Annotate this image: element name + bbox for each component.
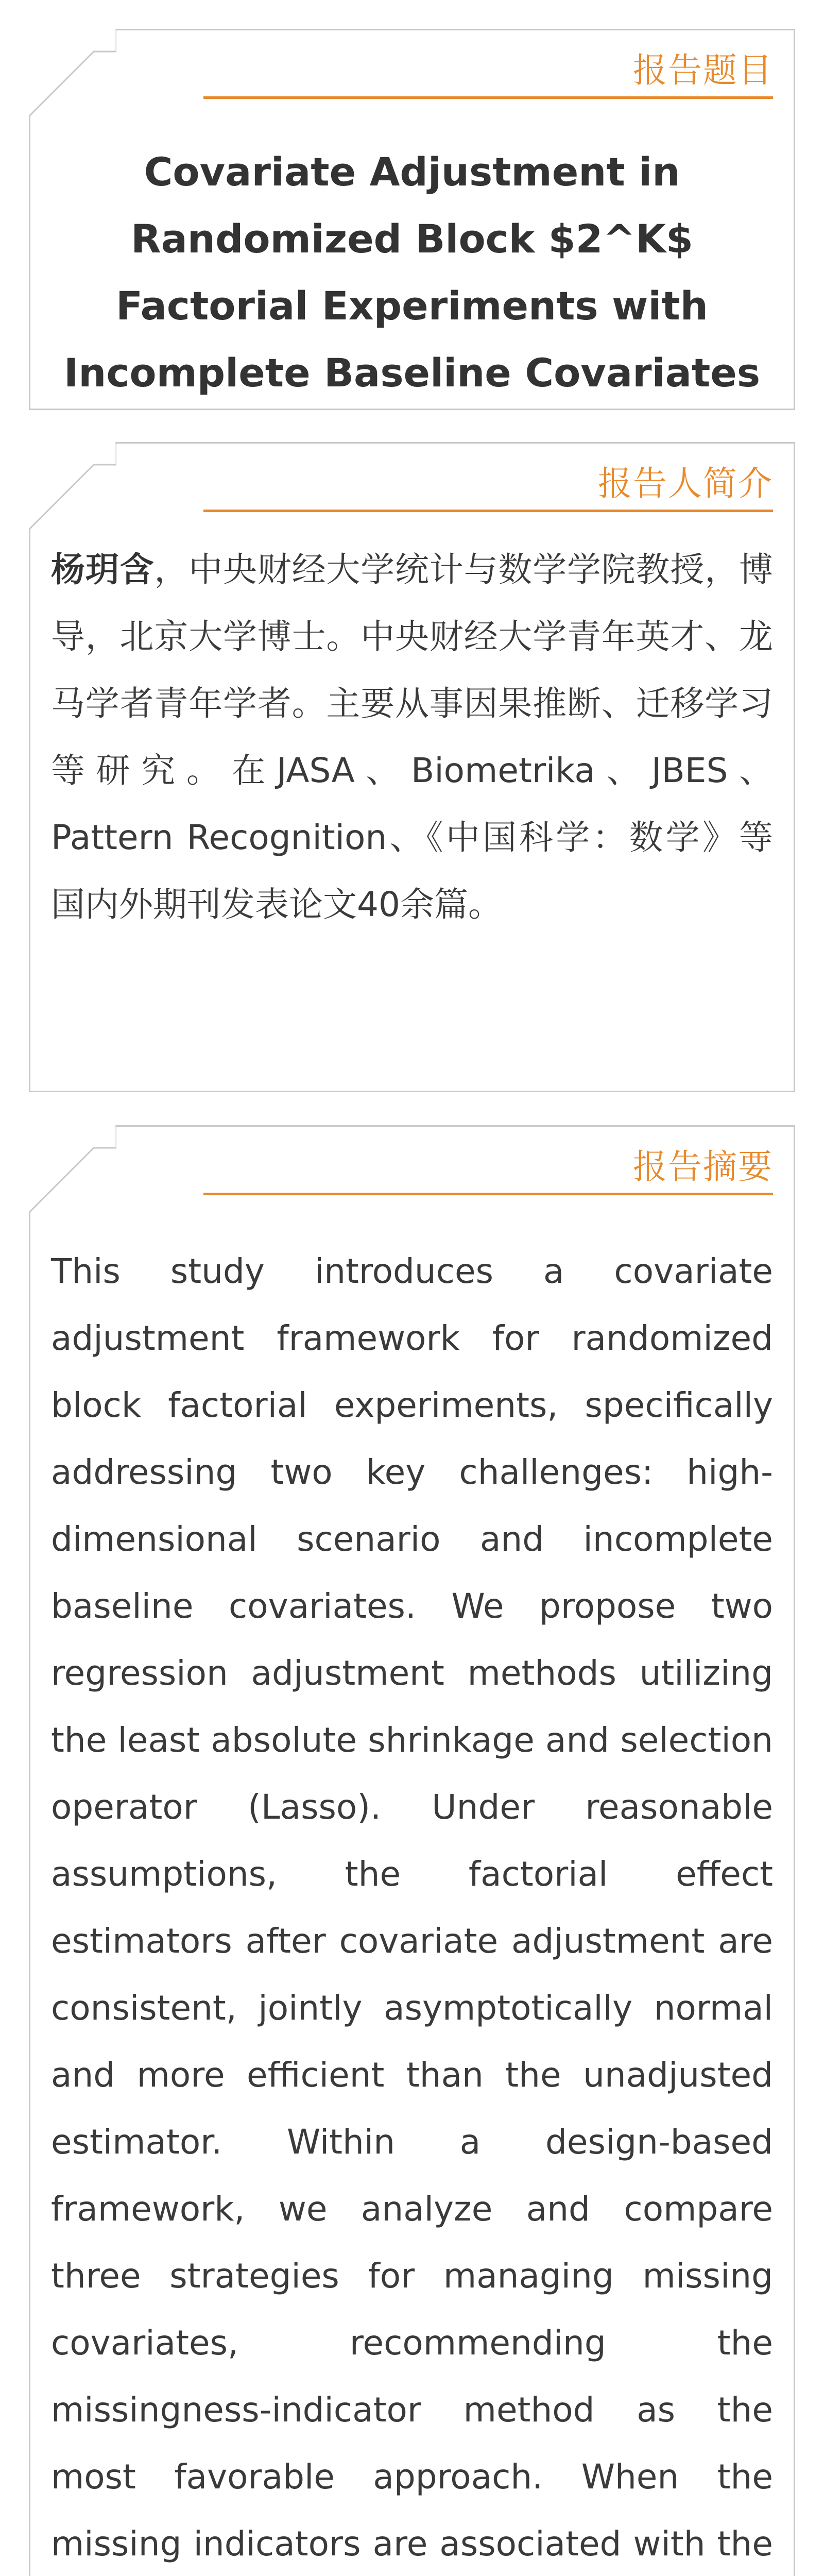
- bio-header: [30, 444, 794, 521]
- abstract-text: This study introduces a covariate adjustment framework for randomized block factorial experiments, specifically addressing two key challenges: high-dimensional scenario and incomplete baseline covariates. We propose two regression adjustment methods utilizing the least absolute shrinkage and selection operator (Lasso). Under reasonable assumptions, the factorial effect estimators after covariate adjustment are consistent, jointly asymptotically normal and more efficient than the unadjusted estimator. Within a design-based framework, we analyze and compare three strategies for managing missing covariates, recommending the missingness-indicator method as the most favorable approach. When the missing indicators are associated with the: [51, 1251, 773, 2564]
- topic-heading: 报告题目: [633, 50, 773, 90]
- topic-heading-rule: [203, 96, 773, 99]
- bio-heading-rule: [203, 510, 773, 512]
- topic-card: [29, 29, 795, 410]
- abstract-heading-rule: [203, 1193, 773, 1195]
- abstract-heading: 报告摘要: [633, 1147, 773, 1187]
- bio-card: [29, 442, 795, 1092]
- bio-text: [30, 521, 794, 959]
- abstract-header: [30, 1127, 794, 1204]
- bio-heading: 报告人简介: [598, 464, 773, 503]
- speaker-name: 杨玥含: [51, 550, 154, 589]
- topic-title: Covariate Adjustment in Randomized Block $2^K$ Factorial Experiments with Incomplete Baseline Covariates: [63, 149, 761, 396]
- abstract-card: [29, 1125, 795, 2576]
- bio-description: ，中央财经大学统计与数学学院教授，博导，北京大学博士。中央财经大学青年英才、龙马学者青年学者。主要从事因果推断、迁移学习等研究。在JASA、Biometrika、JBES、Pattern Recognition、《中国科学：数学》等国内外期刊发表论文40余篇。: [51, 550, 774, 924]
- topic-header: [30, 30, 794, 108]
